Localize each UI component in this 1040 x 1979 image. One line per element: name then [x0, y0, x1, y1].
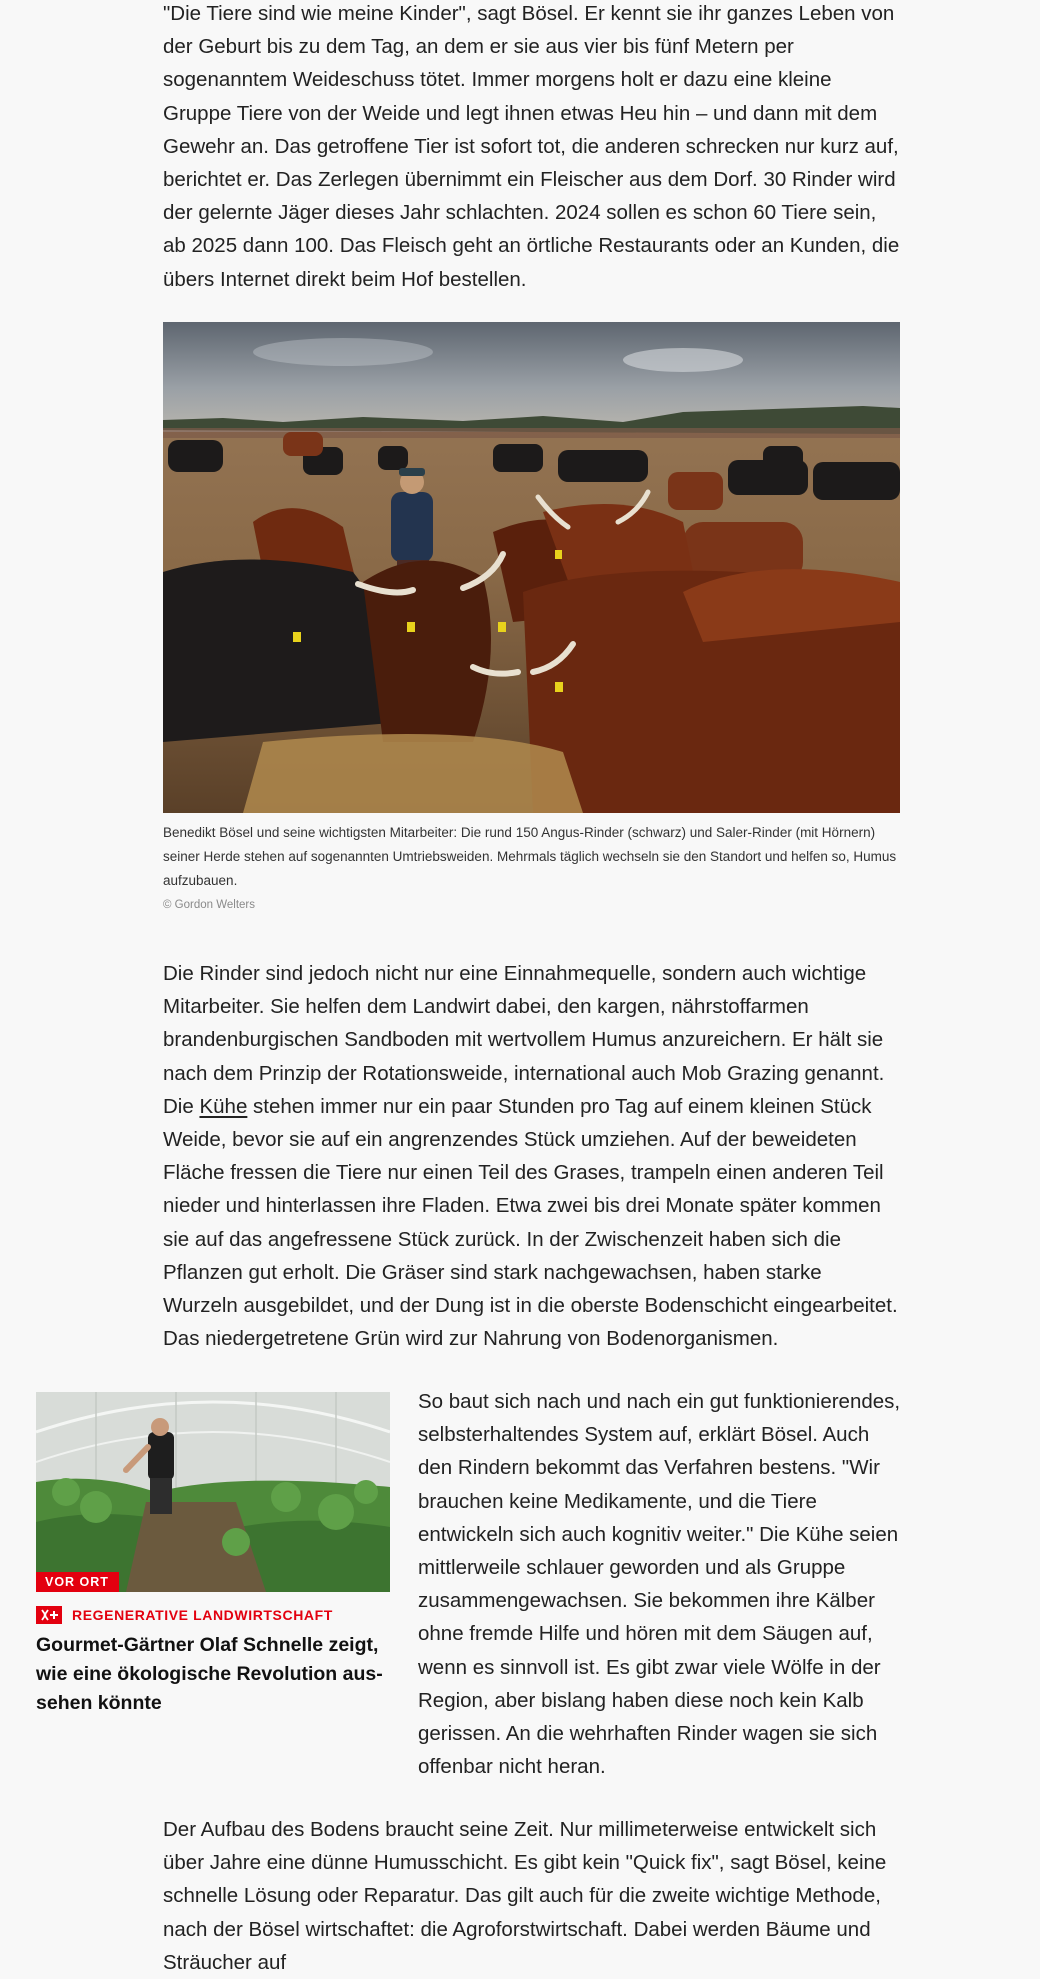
cattle-herd-photo[interactable]	[163, 322, 900, 813]
paragraph-text: Der Aufbau des Bodens braucht seine Zeit. Nur millimeterweise entwickelt sich über Jahre eine dünne Humusschicht. Es gibt kein "Quick fix", sagt Bösel, keine schnelle Lösung oder Reparatur. Das gilt auch für die zweite wichtige Methode, nach der Bösel wirtschaftet: die Agroforstwirtschaft. Dabei werden Bäume und Sträucher auf	[163, 1818, 887, 1974]
photo-credit: © Gordon Welters	[163, 899, 255, 911]
related-article-teaser[interactable]	[36, 1392, 390, 1718]
paragraph-text: So baut sich nach und nach ein gut funktionierendes, selbsterhaltendes System auf, erklärt Bösel. Auch den Rindern bekommt das Verfahren bestens. "Wir brauchen keine Medikamente, und die Tiere entwickeln sich auch kognitiv weiter." Die Kühe seien mittlerweile schlauer geworden und als Gruppe zusammengewachsen. Sie bekommen ihre Kälber ohne fremde Hilfe und hören mit dem Säugen auf, wenn es sinnvoll ist. Es gibt zwar viele Wölfe in der Region, aber bislang haben diese noch kein Kalb gerissen. An die wehrhaften Rinder wagen sie sich offenbar nicht heran.	[418, 1390, 901, 1779]
cows-link[interactable]: Kühe	[199, 1094, 248, 1118]
article-paragraph-4	[163, 1813, 900, 1979]
article-paragraph-3	[418, 1385, 903, 1783]
teaser-kicker	[36, 1605, 390, 1625]
teaser-kicker-text: REGENERATIVE LANDWIRTSCHAFT	[72, 1607, 333, 1623]
greenhouse-photo[interactable]	[36, 1392, 390, 1592]
article-paragraph-2	[163, 957, 900, 1355]
paragraph-text	[163, 957, 900, 1355]
plus-logo-icon	[36, 1606, 62, 1624]
teaser-image-wrap[interactable]	[36, 1392, 390, 1592]
paragraph-text: "Die Tiere sind wie meine Kinder", sagt Bösel. Er kennt sie ihr ganzes Leben von der Geburt bis zu dem Tag, an dem er sie aus vier bis fünf Metern per sogenanntem Weideschuss tötet. Immer morgens holt er dazu eine kleine Gruppe Tiere von der Weide und legt ihnen etwas Heu hin – und dann mit dem Gewehr an. Das getroffene Tier ist sofort tot, die anderen schrecken nur kurz auf, berichtet er. Das Zerlegen übernimmt ein Fleischer aus dem Dorf. 30 Rinder wird der gelernte Jäger dieses Jahr schlachten. 2024 sollen es schon 60 Tiere sein, ab 2025 dann 100. Das Fleisch geht an örtliche Restaurants oder an Kunden, die übers Internet direkt beim Hof bestellen.	[163, 2, 900, 291]
paragraph-text-part: Die Rinder sind jedoch nicht nur eine Einnahmequelle, sondern auch wichtige Mitarbeiter. Sie helfen dem Landwirt dabei, den kargen, nährstoffarmen brandenburgischen Sandboden mit wertvollem Humus anzureichern. Er hält sie nach dem Prinzip der Rotationsweide, international auch Mob Grazing genannt. Die	[163, 962, 885, 1118]
article-figure	[163, 322, 900, 911]
teaser-badge: VOR ORT	[36, 1572, 119, 1592]
figure-caption: Benedikt Bösel und seine wichtigsten Mitarbeiter: Die rund 150 Angus-Rinder (schwarz) und Saler-Rinder (mit Hörnern) seiner Herde stehen auf sogenannten Umtriebsweiden. Mehrmals täglich wechseln sie den Standort und helfen so, Humus aufzubauen.	[163, 825, 897, 888]
paragraph-text-part: stehen immer nur ein paar Stunden pro Tag auf einem kleinen Stück Weide, bevor sie auf ein angrenzendes Stück umziehen. Auf der beweideten Fläche fressen die Tiere nur einen Teil des Grases, trampeln einen anderen Teil nieder und hinterlassen ihre Fladen. Etwa zwei bis drei Monate später kommen sie auf das angefressene Stück zurück. In der Zwischenzeit haben sich die Pflanzen gut erholt. Die Gräser sind stark nachgewachsen, haben starke Wurzeln ausgebildet, und der Dung ist in die oberste Bodenschicht eingearbeitet. Das niedergetretene Grün wird zur Nahrung von Bodenorganismen.	[163, 1094, 898, 1351]
article-paragraph-1	[163, 0, 900, 296]
teaser-title-link[interactable]: Gourmet-Gärtner Olaf Schnelle zeigt, wie eine ökologische Revolution aussehen könnte	[36, 1634, 383, 1714]
